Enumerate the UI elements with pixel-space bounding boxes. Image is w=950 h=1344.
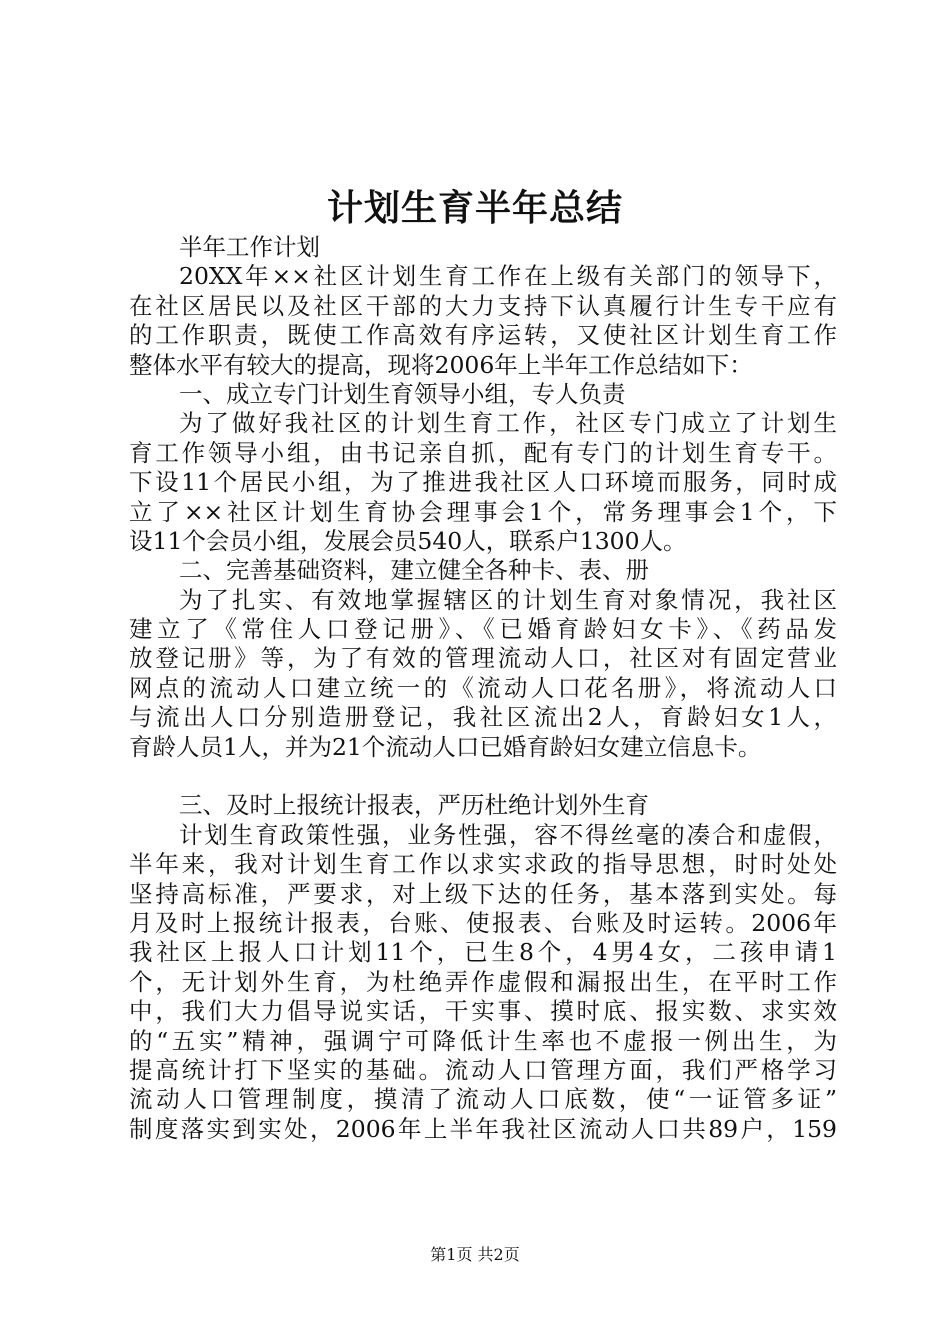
text-line: 放登记册》等，为了有效的管理流动人口，社区对有固定营业 xyxy=(129,644,837,673)
text-line: 建立了《常住人口登记册》、《已婚育龄妇女卡》、《药品发 xyxy=(129,615,837,644)
text-line: 立了××社区计划生育协会理事会1个，常务理事会1个，下 xyxy=(129,497,837,526)
text-line: 中，我们大力倡导说实话，干实事、摸时底、报实数、求实效 xyxy=(129,997,837,1026)
text-line: 的“五实”精神，强调宁可降低计生率也不虚报一例出生，为 xyxy=(129,1026,837,1055)
text-line: 计划生育政策性强，业务性强，容不得丝毫的凑合和虚假， xyxy=(179,820,837,849)
text-line: 下设11个居民小组，为了推进我社区人口环境而服务，同时成 xyxy=(129,468,837,497)
text-line: 育工作领导小组，由书记亲自抓，配有专门的计划生育专干。 xyxy=(129,438,837,467)
text-line: 三、及时上报统计报表，严历杜绝计划外生育 xyxy=(179,791,649,820)
text-line: 育龄人员1人，并为21个流动人口已婚育龄妇女建立信息卡。 xyxy=(129,732,762,761)
text-line: 一、成立专门计划生育领导小组，专人负责 xyxy=(179,379,626,408)
text-line: 设11个会员小组，发展会员540人，联系户1300人。 xyxy=(129,526,687,555)
paragraph-gap xyxy=(129,762,837,791)
text-line: 提高统计打下坚实的基础。流动人口管理方面，我们严格学习 xyxy=(129,1055,837,1084)
text-line: 半年来，我对计划生育工作以求实求政的指导思想，时时处处 xyxy=(129,850,837,879)
text-line: 与流出人口分别造册登记，我社区流出2人，育龄妇女1人， xyxy=(129,703,837,732)
text-line: 半年工作计划 xyxy=(179,233,320,261)
text-line: 月及时上报统计报表，台账、使报表、台账及时运转。2006年 xyxy=(129,908,837,937)
text-line: 为了扎实、有效地掌握辖区的计划生育对象情况，我社区 xyxy=(179,585,837,614)
text-line: 流动人口管理制度，摸清了流动人口底数，使“一证管多证” xyxy=(129,1085,837,1114)
text-line: 我社区上报人口计划11个，已生8个，4男4女，二孩申请1 xyxy=(129,938,837,967)
page-footer: 第1页 共2页 xyxy=(430,1245,520,1264)
text-line: 个，无计划外生育，为杜绝弄作虚假和漏报出生，在平时工作 xyxy=(129,967,837,996)
text-line: 的工作职责，既使工作高效有序运转，又使社区计划生育工作 xyxy=(129,321,837,350)
text-line: 二、完善基础资料，建立健全各种卡、表、册 xyxy=(179,556,649,585)
text-line: 为了做好我社区的计划生育工作，社区专门成立了计划生 xyxy=(179,409,837,438)
document-title: 计划生育半年总结 xyxy=(326,188,623,229)
text-line: 在社区居民以及社区干部的大力支持下认真履行计生专干应有 xyxy=(129,291,837,320)
document-body xyxy=(129,233,837,1144)
text-line: 网点的流动人口建立统一的《流动人口花名册》，将流动人口 xyxy=(129,673,837,702)
text-line: 坚持高标准，严要求，对上级下达的任务，基本落到实处。每 xyxy=(129,879,837,908)
text-line: 制度落实到实处，2006年上半年我社区流动人口共89户，159 xyxy=(129,1114,837,1143)
text-line: 整体水平有较大的提高，现将2006年上半年工作总结如下： xyxy=(129,350,753,379)
text-line: 20XX年××社区计划生育工作在上级有关部门的领导下， xyxy=(179,262,837,291)
